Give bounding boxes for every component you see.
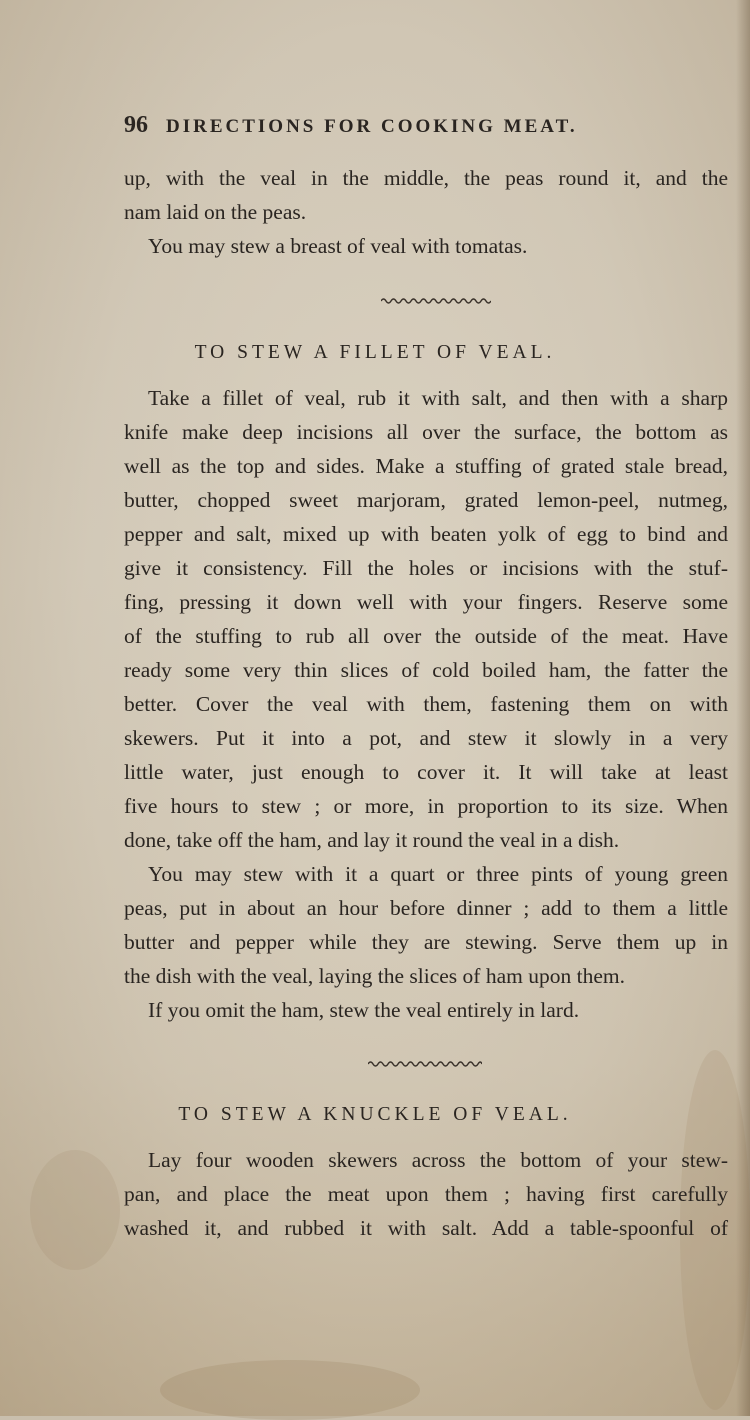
text-line: little water, just enough to cover it. It will take at least [124,760,728,784]
text-line: five hours to stew ; or more, in proportion to its size. When [124,794,728,818]
text-line: butter and pepper while they are stewing. Serve them up in [124,930,728,954]
section-fillet-body [124,381,728,1027]
page-number: 96 [124,112,148,138]
text-line: give it consistency. Fill the holes or incisions with the stuf- [124,556,728,580]
section-knuckle-body [124,1143,728,1245]
text-line: skewers. Put it into a pot, and stew it slowly in a very [124,726,728,750]
text-line: of the stuffing to rub all over the outside of the meat. Have [124,624,728,648]
section-divider-ornament [368,1059,482,1069]
text-line: Lay four wooden skewers across the bottom of your stew- [148,1148,728,1172]
text-line: peas, put in about an hour before dinner ; add to them a little [124,896,728,920]
section-title-knuckle: TO STEW A KNUCKLE OF VEAL. [178,1104,572,1125]
text-line: Take a fillet of veal, rub it with salt, and then with a sharp [148,386,728,410]
running-title: DIRECTIONS FOR COOKING MEAT. [166,116,578,137]
paper-stain [160,1360,420,1420]
running-header [124,112,724,142]
text-line: up, with the veal in the middle, the peas round it, and the [124,166,728,190]
text-line: washed it, and rubbed it with salt. Add a table-spoonful of [124,1216,728,1240]
text-line: butter, chopped sweet marjoram, grated lemon-peel, nutmeg, [124,488,728,512]
paper-stain [30,1150,120,1270]
text-line: You may stew a breast of veal with tomatas. [148,234,528,258]
section-divider-ornament [381,296,491,306]
text-line: the dish with the veal, laying the slices of ham upon them. [124,964,625,988]
continuation-text [124,161,728,263]
text-line: If you omit the ham, stew the veal entirely in lard. [148,998,580,1022]
text-line: better. Cover the veal with them, fastening them on with [124,692,728,716]
text-line: pan, and place the meat upon them ; having first carefully [124,1182,728,1206]
text-line: knife make deep incisions all over the surface, the bottom as [124,420,728,444]
text-line: ready some very thin slices of cold boiled ham, the fatter the [124,658,728,682]
text-line: fing, pressing it down well with your fingers. Reserve some [124,590,728,614]
text-line: done, take off the ham, and lay it round the veal in a dish. [124,828,620,852]
text-line: nam laid on the peas. [124,200,307,224]
text-line: well as the top and sides. Make a stuffing of grated stale bread, [124,454,728,478]
text-line: You may stew with it a quart or three pints of young green [148,862,728,886]
text-line: pepper and salt, mixed up with beaten yolk of egg to bind and [124,522,728,546]
section-title-fillet: TO STEW A FILLET OF VEAL. [194,342,556,363]
